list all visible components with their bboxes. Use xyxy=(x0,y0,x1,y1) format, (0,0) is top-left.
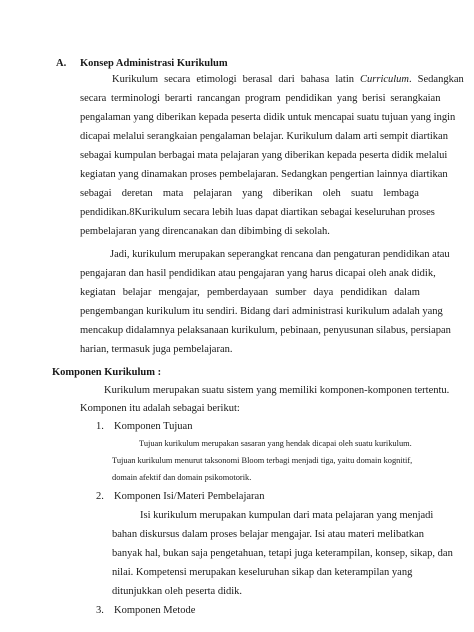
item-text-line: Tujuan kurikulum menurut taksonomi Bloom terbagi menjadi tiga, yaitu domain kognitif, xyxy=(112,456,413,465)
justified-word: sebagai xyxy=(80,188,112,199)
list-label: Komponen Tujuan xyxy=(114,421,193,432)
justified-word: suatu xyxy=(350,188,374,199)
item-text-line: ditunjukkan oleh peserta didik. xyxy=(112,586,243,597)
item-text-line: bahan diskursus dalam proses belajar mengajar. Isi atau materi melibatkan xyxy=(112,529,424,540)
justified-word: oleh xyxy=(322,188,341,199)
justified-word: yang xyxy=(242,188,263,199)
justified-line xyxy=(80,189,419,200)
paragraph-line: pengalaman yang diberikan kepada peserta didik untuk mencapai suatu tujuan yang ingin xyxy=(80,112,456,123)
italic-term: Curriculum xyxy=(360,74,410,85)
item-text-line: nilai. Kompetensi merupakan keseluruhan sikap dan keterampilan yang xyxy=(112,567,413,578)
justified-word: pendidikan xyxy=(340,287,388,298)
section-title: Konsep Administrasi Kurikulum xyxy=(80,58,228,69)
justified-word: sumber xyxy=(275,287,307,298)
line-text-suffix: . Sedangkan xyxy=(409,74,464,85)
justified-word: pemberdayaan xyxy=(206,287,269,298)
justified-word: deretan xyxy=(121,188,153,199)
paragraph-line: dicapai melalui serangkaian pengalaman belajar. Kurikulum dalam arti sempit diartikan xyxy=(80,131,448,142)
section-marker: A. xyxy=(56,58,67,69)
paragraph-line: pengajaran dan hasil pendidikan atau pengajaran yang harus dicapai oleh anak didik, xyxy=(80,268,436,279)
list-number: 2. xyxy=(96,491,104,502)
paragraph-line: pendidikan.8Kurikulum secara lebih luas dapat diartikan sebagai keseluruhan proses xyxy=(80,207,435,218)
section-title: Komponen Kurikulum : xyxy=(52,367,162,378)
justified-word: pelajaran xyxy=(193,188,232,199)
item-text-line: Tujuan kurikulum merupakan sasaran yang hendak dicapai oleh suatu kurikulum. xyxy=(139,439,412,448)
justified-word: dalam xyxy=(394,287,420,298)
paragraph-line: sebagai kumpulan berbagai mata pelajaran yang diberikan kepada peserta didik melalui xyxy=(80,150,448,161)
paragraph-line: pengembangan kurikulum itu sendiri. Bidang dari administrasi kurikulum adalah yang xyxy=(80,306,443,317)
justified-word: kegiatan xyxy=(80,287,116,298)
paragraph-line xyxy=(112,74,464,86)
justified-word: lembaga xyxy=(383,188,419,199)
justified-word: mengajar, xyxy=(158,287,200,298)
item-text-line: Isi kurikulum merupakan kumpulan dari mata pelajaran yang menjadi xyxy=(140,510,434,521)
item-text-line: banyak hal, bukan saja pengetahuan, tetapi juga keterampilan, konsep, sikap, dan xyxy=(112,548,453,559)
list-number: 3. xyxy=(96,605,104,616)
justified-word: diberikan xyxy=(272,188,313,199)
paragraph-line: Jadi, kurikulum merupakan seperangkat rencana dan pengaturan pendidikan atau xyxy=(110,249,450,260)
list-label: Komponen Isi/Materi Pembelajaran xyxy=(114,491,265,502)
item-text-line: domain afektif dan domain psikomotorik. xyxy=(112,473,252,482)
list-label: Komponen Metode xyxy=(114,605,196,616)
paragraph-line: kegiatan yang dinamakan proses pembelajaran. Sedangkan pengertian lainnya diartikan xyxy=(80,169,448,180)
paragraph-line: harian, termasuk juga pembelajaran. xyxy=(80,344,233,355)
paragraph-line: secara terminologi berarti rancangan program pendidikan yang berisi serangkaian xyxy=(80,93,441,104)
line-text-prefix: Kurikulum secara etimologi berasal dari bahasa latin xyxy=(112,74,361,85)
justified-word: belajar xyxy=(122,287,152,298)
paragraph-line: mencakup didalamnya pelaksanaan kurikulum, pebinaan, penyusunan silabus, persiapan xyxy=(80,325,451,336)
list-number: 1. xyxy=(96,421,104,432)
justified-word: mata xyxy=(162,188,184,199)
intro-line: Kurikulum merupakan suatu sistem yang memiliki komponen-komponen tertentu. xyxy=(104,385,450,396)
justified-line xyxy=(80,288,420,299)
justified-word: daya xyxy=(313,287,334,298)
paragraph-line: pembelajaran yang direncanakan dan dibimbing di sekolah. xyxy=(80,226,330,237)
intro-line: Komponen itu adalah sebagai berikut: xyxy=(80,403,240,414)
